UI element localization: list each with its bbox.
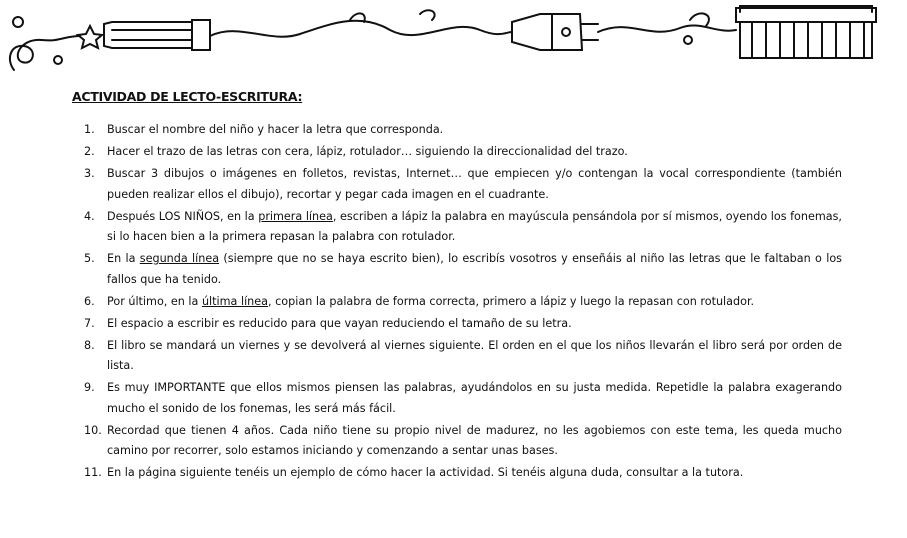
underlined-phrase: primera línea [258,209,333,223]
text-segment: El libro se mandará un viernes y se devolverá al viernes siguiente. El orden en el que los niños llevarán el libro será por orden de lista. [107,338,842,372]
text-segment: En la [107,252,140,265]
list-item [84,378,842,419]
list-item [84,421,842,462]
list-item-text [107,142,842,163]
list-item [84,314,842,335]
text-segment: El espacio a escribir es reducido para que vayan reduciendo el tamaño de su letra. [107,316,572,330]
text-segment: Hacer el trazo de las letras con cera, lápiz, rotulador… siguiendo la direccionalidad del trazo. [107,145,628,158]
instruction-list [84,120,842,485]
list-item-text [107,336,842,377]
underlined-phrase: última línea [201,294,269,308]
list-item [84,120,842,141]
text-segment: , copian la palabra de forma correcta, primero a lápiz y luego la repasan con rotulador. [268,294,755,308]
list-item-text [107,314,842,335]
list-item [84,142,842,163]
list-item-text [107,120,842,141]
list-item-text [107,378,842,419]
text-segment: Recordad que tienen 4 años. Cada niño tiene su propio nivel de madurez, no les agobiemos con este tema, les queda mucho camino por recorrer, solo estamos iniciando y comenzando a sentar unas bases. [107,423,842,457]
list-item-number: 2. [84,145,95,158]
text-segment: , escriben a lápiz la palabra en mayúscula pensándola por sí mismos, oyendo los fonemas, si lo hacen bien a la primera repasan la palabra con rotulador. [107,209,842,243]
underlined-phrase: segunda línea [139,252,220,265]
list-item-number: 11. [84,466,102,479]
list-item [84,336,842,377]
list-item-number: 10. [84,423,102,437]
list-item-text [107,421,842,462]
text-segment: Por último, en la [107,294,202,308]
list-item [84,164,842,205]
page-title: ACTIVIDAD DE LECTO-ESCRITURA: [72,89,303,104]
text-segment: (siempre que no se haya escrito bien), lo escribís vosotros y enseñáis al niño las letras que le faltaban o los fallos que ha tenido. [107,252,842,286]
text-segment: Buscar 3 dibujos o imágenes en folletos, revistas, Internet… que empiecen y/o contengan la vocal correspondiente (también pueden realizar ellos el dibujo), recortar y pegar cada imagen en el cuadrante. [107,167,842,201]
list-item-text [107,292,842,313]
list-item-text [107,249,842,290]
list-item-text [107,207,842,248]
text-segment: En la página siguiente tenéis un ejemplo de cómo hacer la actividad. Si tenéis alguna duda, consultar a la tutora. [107,466,744,479]
list-item-text [107,463,842,484]
list-item-number: 4. [84,209,95,223]
list-item-number: 3. [84,167,95,180]
list-item-number: 1. [84,123,95,136]
list-item-number: 8. [84,338,95,352]
list-item [84,463,842,484]
list-item [84,249,842,290]
list-item-number: 5. [84,252,95,265]
text-segment: Es muy IMPORTANTE que ellos mismos piensen las palabras, ayudándolos en su justa medida. Repetidle la palabra exagerando mucho el sonido de los fonemas, les será más fácil. [107,381,842,415]
list-item-number: 6. [84,294,95,308]
list-item-text [107,164,842,205]
list-item-number: 9. [84,381,95,394]
text-segment: Buscar el nombre del niño y hacer la letra que corresponda. [107,123,444,136]
pencil-doodle-border [0,0,907,80]
list-item [84,207,842,248]
list-item [84,292,842,313]
list-item-number: 7. [84,316,95,330]
text-segment: Después LOS NIÑOS, en la [107,209,259,223]
